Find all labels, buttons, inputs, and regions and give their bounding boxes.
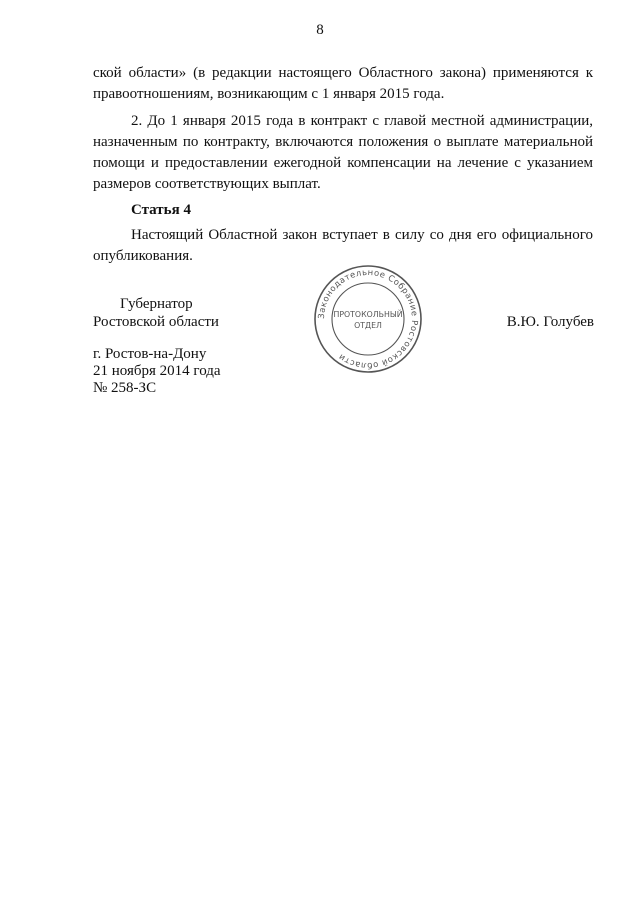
governor-name: В.Ю. Голубев — [506, 314, 594, 330]
article-text: Настоящий Областной закон вступает в силу со дня его официального опубликования. — [93, 227, 593, 264]
seal-outer-ring — [315, 266, 421, 372]
signing-city: г. Ростов-на-Дону — [93, 346, 207, 362]
signing-date: 21 ноября 2014 года — [93, 363, 221, 379]
seal-ring-text-path: Законодательное Собрание Ростовской области — [315, 266, 421, 372]
seal-center-line-1: ПРОТОКОЛЬНЫЙ — [333, 310, 403, 319]
seal-inner-ring — [332, 283, 404, 355]
governor-region: Ростовской области — [93, 314, 219, 330]
law-number: № 258-ЗС — [93, 380, 157, 396]
paragraph-continuation: ской области» (в редакции настоящего Областного закона) применяются к правоотношениям, возникающим с 1 января 2015 года. — [93, 65, 593, 102]
official-seal — [313, 264, 423, 374]
article-heading: Статья 4 — [131, 202, 191, 218]
page-number: 8 — [316, 22, 324, 38]
seal-center-line-2: ОТДЕЛ — [354, 321, 382, 330]
governor-title: Губернатор — [120, 296, 193, 312]
paragraph-item-2: 2. До 1 января 2015 года в контракт с главой местной администрации, назначенным по контракту, включаются положения о выплате материальной помощи и предоставлении ежегодной компенсации на лечение с указанием размеров соответствующих выплат. — [93, 113, 593, 192]
